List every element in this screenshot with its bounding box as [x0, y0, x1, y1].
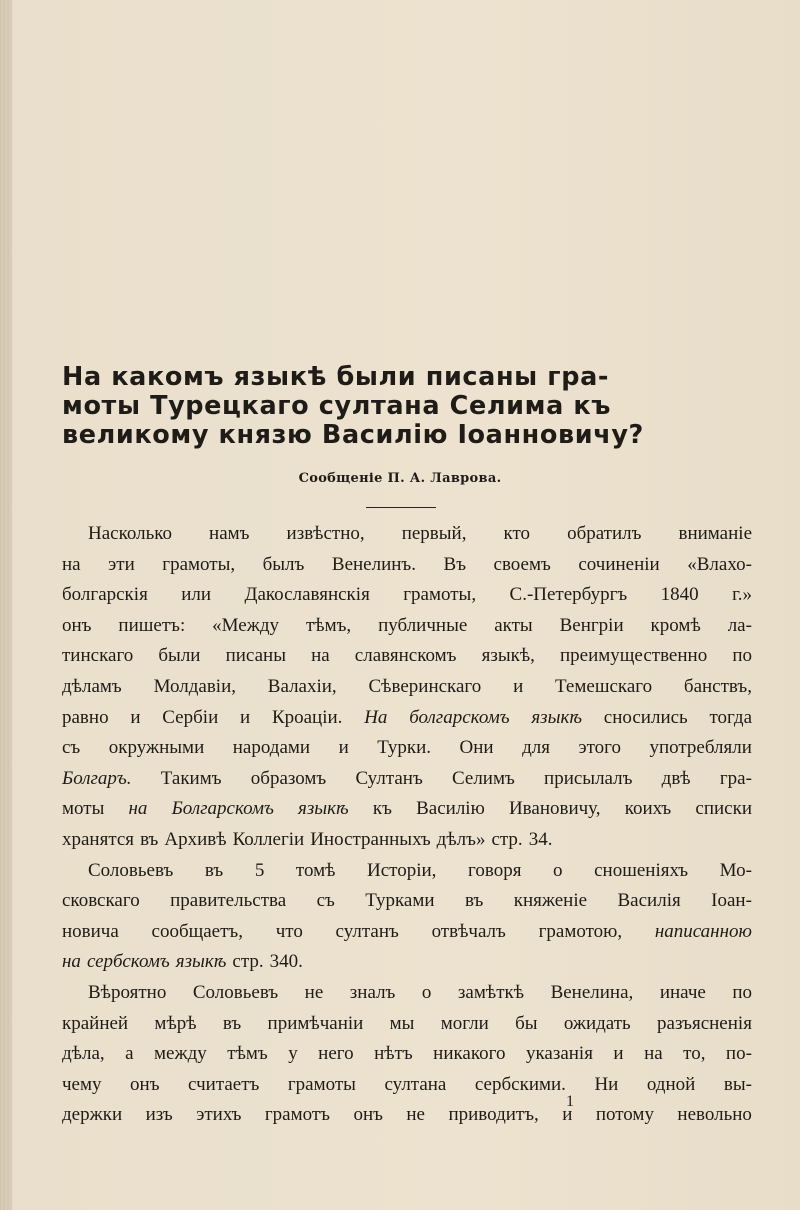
word: народами: [232, 737, 311, 759]
word: г.»: [732, 584, 752, 606]
word: говоря: [468, 859, 522, 881]
word: Соловьевъ: [192, 981, 279, 1003]
word: то,: [683, 1043, 706, 1065]
body-line: [62, 611, 752, 642]
word: тѣмъ: [227, 1043, 268, 1065]
word: и: [562, 1104, 573, 1126]
word: эти: [108, 553, 135, 575]
body-text: [62, 519, 752, 1131]
word: на: [62, 553, 81, 575]
word: съ: [316, 890, 335, 912]
word: онъ: [62, 614, 92, 636]
word: кромѣ: [650, 614, 701, 636]
word: указанія: [525, 1043, 593, 1065]
word: Иностранныхъ: [310, 828, 431, 850]
word: Вѣроятно: [88, 981, 167, 1003]
word: о: [553, 859, 563, 881]
word: иначе: [659, 981, 706, 1003]
word: примѣчаніи: [267, 1012, 364, 1034]
word: онъ: [353, 1104, 383, 1126]
word: дѣламъ: [62, 675, 122, 697]
italic-word: На: [364, 706, 388, 728]
word: Дакославянскія: [244, 584, 370, 606]
word: извѣстно,: [286, 523, 365, 544]
word: въ: [204, 859, 224, 881]
word: потому: [595, 1104, 654, 1126]
word: держки: [62, 1104, 123, 1126]
word: не: [304, 981, 324, 1003]
italic-word: языкѣ: [298, 798, 349, 820]
word: тѣмъ,: [305, 614, 352, 636]
word: въ: [222, 1012, 242, 1034]
word: изъ: [145, 1104, 173, 1126]
word: въ: [464, 890, 484, 912]
word: равно: [62, 706, 109, 728]
body-line: [62, 856, 752, 887]
word: сковскаго: [62, 890, 140, 912]
word: 34.: [528, 828, 553, 850]
word: Сербіи: [162, 706, 219, 728]
word: Коллегіи: [232, 828, 305, 850]
author-byline: Сообщеніе П. А. Лаврова.: [298, 471, 502, 486]
word: мѣрѣ: [154, 1012, 197, 1034]
italic-word: болгарскомъ: [409, 706, 510, 728]
word: славянскомъ: [354, 645, 457, 667]
word: списки: [695, 798, 752, 820]
word: у: [288, 1043, 298, 1065]
word: Селимъ: [451, 767, 515, 789]
word: Султанъ: [355, 767, 423, 789]
word: Василія: [617, 890, 681, 912]
word: Венелина,: [550, 981, 634, 1003]
word: этихъ: [196, 1104, 242, 1126]
word: Сѣверинскаго: [368, 675, 482, 697]
word: съ: [62, 737, 81, 759]
italic-word: языкѣ: [175, 951, 227, 973]
word: 1840: [660, 584, 699, 606]
word: грамотою,: [538, 920, 623, 942]
word: Кроаціи.: [271, 706, 343, 728]
word: томѣ: [295, 859, 336, 881]
word: сообщаетъ,: [151, 920, 243, 942]
word: и: [338, 737, 349, 759]
word: въ: [140, 828, 159, 850]
word: Въ: [443, 553, 467, 575]
word: Іоан-: [711, 890, 752, 912]
word: разъясненія: [657, 1012, 752, 1034]
italic-word: Болгарскомъ: [171, 798, 274, 820]
word: мы: [389, 1012, 415, 1034]
body-line: [62, 1039, 752, 1070]
body-line: [62, 580, 752, 611]
word: отвѣчалъ: [431, 920, 506, 942]
body-line: [62, 672, 752, 703]
body-line: [62, 947, 752, 978]
body-line: [62, 641, 752, 672]
word: двѣ: [661, 767, 691, 789]
word: считаетъ: [188, 1073, 260, 1095]
word: Темешскаго: [555, 675, 653, 697]
word: никакого: [433, 1043, 506, 1065]
italic-word: на: [128, 798, 148, 820]
word: что: [275, 920, 303, 942]
word: Турки.: [377, 737, 432, 759]
word: коихъ: [624, 798, 672, 820]
word: вы-: [723, 1073, 752, 1095]
word: а: [125, 1043, 134, 1065]
word: моты: [62, 798, 105, 820]
word: Ивановичу,: [508, 798, 601, 820]
italic-word: языкѣ: [531, 706, 583, 728]
word: могли: [440, 1012, 489, 1034]
word: чему: [62, 1073, 102, 1095]
body-line: [62, 1070, 752, 1101]
word: сносились: [603, 706, 688, 728]
word: пишетъ:: [118, 614, 186, 636]
word: крайней: [62, 1012, 129, 1034]
word: «Между: [212, 614, 280, 636]
word: невольно: [677, 1104, 752, 1126]
word: вниманіе: [678, 523, 752, 544]
word: употребляли: [649, 737, 752, 759]
word: первый,: [401, 523, 467, 544]
word: для: [522, 737, 550, 759]
word: новича: [62, 920, 119, 942]
word: о: [421, 981, 432, 1003]
word: него: [318, 1043, 354, 1065]
word: обратилъ: [567, 523, 642, 544]
body-line: [62, 1100, 752, 1131]
word: этого: [578, 737, 621, 759]
word: княженіе: [513, 890, 588, 912]
word: писаны: [225, 645, 286, 667]
word: по: [732, 645, 752, 667]
word: присылалъ: [544, 767, 633, 789]
word: зналъ: [349, 981, 396, 1003]
word: Венелинъ.: [331, 553, 416, 575]
word: или: [181, 584, 212, 606]
italic-word: сербскомъ: [86, 951, 170, 973]
word: по: [732, 981, 752, 1003]
body-line: [62, 1009, 752, 1040]
word: тогда: [709, 706, 752, 728]
word: Молдавіи,: [153, 675, 236, 697]
word: сношеніяхъ: [594, 859, 689, 881]
italic-word: на: [62, 951, 81, 973]
word: Архивѣ: [164, 828, 227, 850]
word: одной: [646, 1073, 696, 1095]
word: замѣткѣ: [457, 981, 525, 1003]
word: «Влахо-: [687, 553, 752, 575]
word: языкѣ,: [481, 645, 535, 667]
word: Такимъ: [160, 767, 222, 789]
word: Василію: [416, 798, 485, 820]
word: С.-Петербургъ: [509, 584, 628, 606]
body-line: [62, 733, 752, 764]
word: Турками: [365, 890, 435, 912]
word: бы: [515, 1012, 538, 1034]
word: Соловьевъ: [88, 859, 174, 881]
body-line: [62, 917, 752, 948]
word: хранятся: [62, 828, 135, 850]
word: на: [311, 645, 330, 667]
italic-word: Болгаръ.: [62, 767, 132, 789]
word: грамоты,: [403, 584, 477, 606]
word: нѣтъ: [374, 1043, 413, 1065]
body-line: [62, 703, 752, 734]
word: стр.: [232, 951, 264, 973]
body-line: [62, 550, 752, 581]
word: болгарскія: [62, 584, 148, 606]
word: были: [158, 645, 201, 667]
word: 5: [254, 859, 265, 881]
word: грамоты: [287, 1073, 356, 1095]
word: дѣла,: [62, 1043, 105, 1065]
word: тинскаго: [62, 645, 134, 667]
body-line: [62, 825, 752, 856]
word: намъ: [209, 523, 250, 544]
word: гра-: [719, 767, 752, 789]
word: приводитъ,: [448, 1104, 539, 1126]
word: преимущественно: [560, 645, 708, 667]
word: султанъ: [335, 920, 399, 942]
body-line: [62, 886, 752, 917]
page-number: 1: [566, 1093, 574, 1110]
italic-word: написанною: [654, 920, 752, 942]
word: стр.: [491, 828, 523, 850]
word: своемъ: [493, 553, 551, 575]
word: ла-: [727, 614, 752, 636]
word: Валахіи,: [267, 675, 337, 697]
word: 340.: [269, 951, 303, 973]
word: дѣлъ»: [436, 828, 486, 850]
word: не: [406, 1104, 425, 1126]
separator-rule: [366, 507, 436, 508]
word: Исторіи,: [367, 859, 437, 881]
title-line: великому князю Василію Іоанновичу?: [62, 420, 644, 450]
body-line: [62, 978, 752, 1009]
word: сербскими.: [474, 1073, 566, 1095]
body-line: [62, 764, 752, 795]
body-line: [62, 794, 752, 825]
word: грамотъ: [264, 1104, 331, 1126]
word: между: [154, 1043, 207, 1065]
word: окружными: [108, 737, 205, 759]
word: и: [613, 1043, 624, 1065]
word: и: [130, 706, 141, 728]
page-gutter: [0, 0, 12, 1210]
word: онъ: [130, 1073, 160, 1095]
article-title: [62, 363, 762, 450]
word: Насколько: [88, 523, 173, 544]
word: Мо-: [719, 859, 752, 881]
word: на: [644, 1043, 663, 1065]
body-line: [62, 519, 752, 550]
word: и: [513, 675, 524, 697]
word: грамоты,: [162, 553, 236, 575]
word: Венгріи: [559, 614, 624, 636]
title-line: моты Турецкаго султана Селима къ: [62, 391, 612, 421]
word: кто: [503, 523, 531, 544]
word: публичные: [378, 614, 468, 636]
word: Они: [459, 737, 494, 759]
word: акты: [494, 614, 533, 636]
word: правительства: [170, 890, 287, 912]
word: ожидать: [563, 1012, 631, 1034]
word: банствъ,: [683, 675, 752, 697]
word: Ни: [594, 1073, 619, 1095]
word: по-: [725, 1043, 752, 1065]
word: къ: [372, 798, 392, 820]
title-line: На какомъ языкѣ были писаны гра-: [62, 362, 610, 392]
word: образомъ: [250, 767, 327, 789]
word: былъ: [262, 553, 305, 575]
word: сочиненіи: [578, 553, 660, 575]
word: султана: [384, 1073, 447, 1095]
word: и: [240, 706, 251, 728]
